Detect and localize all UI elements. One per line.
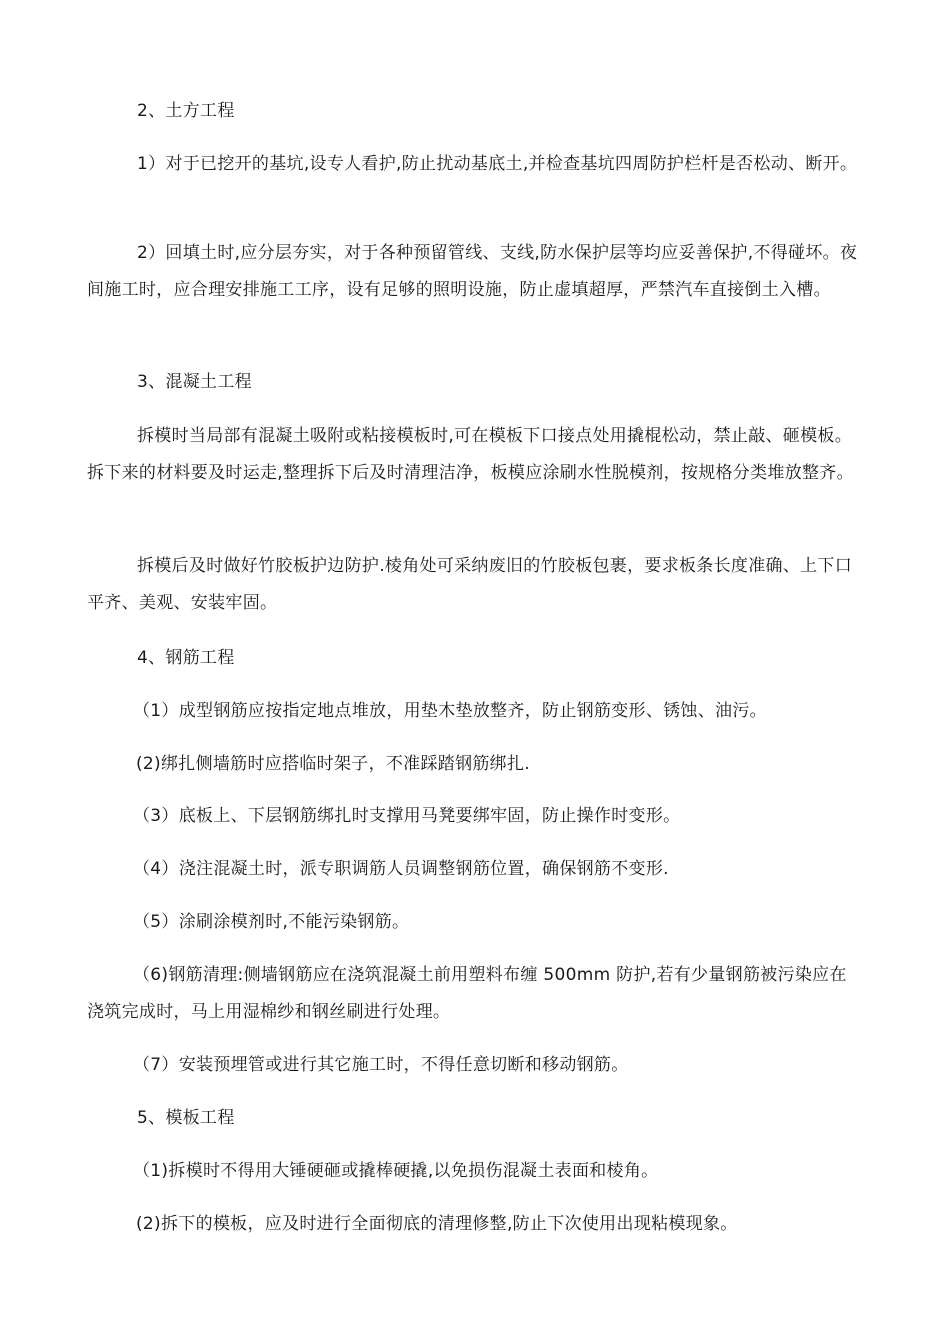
- paragraph-rebar-1: （1）成型钢筋应按指定地点堆放，用垫木垫放整齐，防止钢筋变形、锈蚀、油污。: [133, 701, 767, 721]
- paragraph-concrete-1: 拆模时当局部有混凝土吸附或粘接模板时,可在模板下口接点处用撬棍松动，禁止敲、砸模板。拆下来的材料要及时运走,整理拆下后及时清理洁净，板模应涂刷水性脱模剂，按规格分类堆放整齐。: [87, 426, 854, 483]
- paragraph-rebar-3: （3）底板上、下层钢筋绑扎时支撑用马凳要绑牢固，防止操作时变形。: [133, 806, 681, 826]
- paragraph-rebar-4: （4）浇注混凝土时，派专职调筋人员调整钢筋位置，确保钢筋不变形.: [133, 859, 669, 879]
- paragraph-rebar-5: （5）涂刷涂模剂时,不能污染钢筋。: [133, 912, 410, 932]
- paragraph-rebar-7: （7）安装预埋管或进行其它施工时，不得任意切断和移动钢筋。: [133, 1055, 629, 1075]
- paragraph-rebar-6: （6)钢筋清理:侧墙钢筋应在浇筑混凝土前用塑料布缠 500mm 防护,若有少量钢筋被污染应在浇筑完成时，马上用湿棉纱和钢丝刷进行处理。: [87, 965, 847, 1022]
- paragraph-earthwork-2: 2）回填土时,应分层夯实，对于各种预留管线、支线,防水保护层等均应妥善保护,不得碰坏。夜间施工时，应合理安排施工工序，设有足够的照明设施，防止虚填超厚，严禁汽车直接倒土入槽。: [87, 243, 858, 300]
- section-heading-concrete: 3、混凝土工程: [137, 372, 252, 392]
- paragraph-rebar-2: (2)绑扎侧墙筋时应搭临时架子，不准踩踏钢筋绑扎.: [136, 754, 530, 774]
- paragraph-formwork-1: （1)拆模时不得用大锤硬砸或撬棒硬撬,以免损伤混凝土表面和棱角。: [133, 1161, 659, 1181]
- section-heading-rebar: 4、钢筋工程: [137, 648, 235, 668]
- paragraph-formwork-2: (2)拆下的模板，应及时进行全面彻底的清理修整,防止下次使用出现粘模现象。: [136, 1214, 738, 1234]
- paragraph-concrete-2: 拆模后及时做好竹胶板护边防护.棱角处可采纳废旧的竹胶板包裹，要求板条长度准确、上下口平齐、美观、安装牢固。: [87, 556, 853, 613]
- paragraph-earthwork-1: 1）对于已挖开的基坑,设专人看护,防止扰动基底土,并检查基坑四周防护栏杆是否松动、断开。: [137, 154, 858, 174]
- section-heading-formwork: 5、模板工程: [137, 1108, 235, 1128]
- section-heading-earthwork: 2、土方工程: [137, 101, 235, 121]
